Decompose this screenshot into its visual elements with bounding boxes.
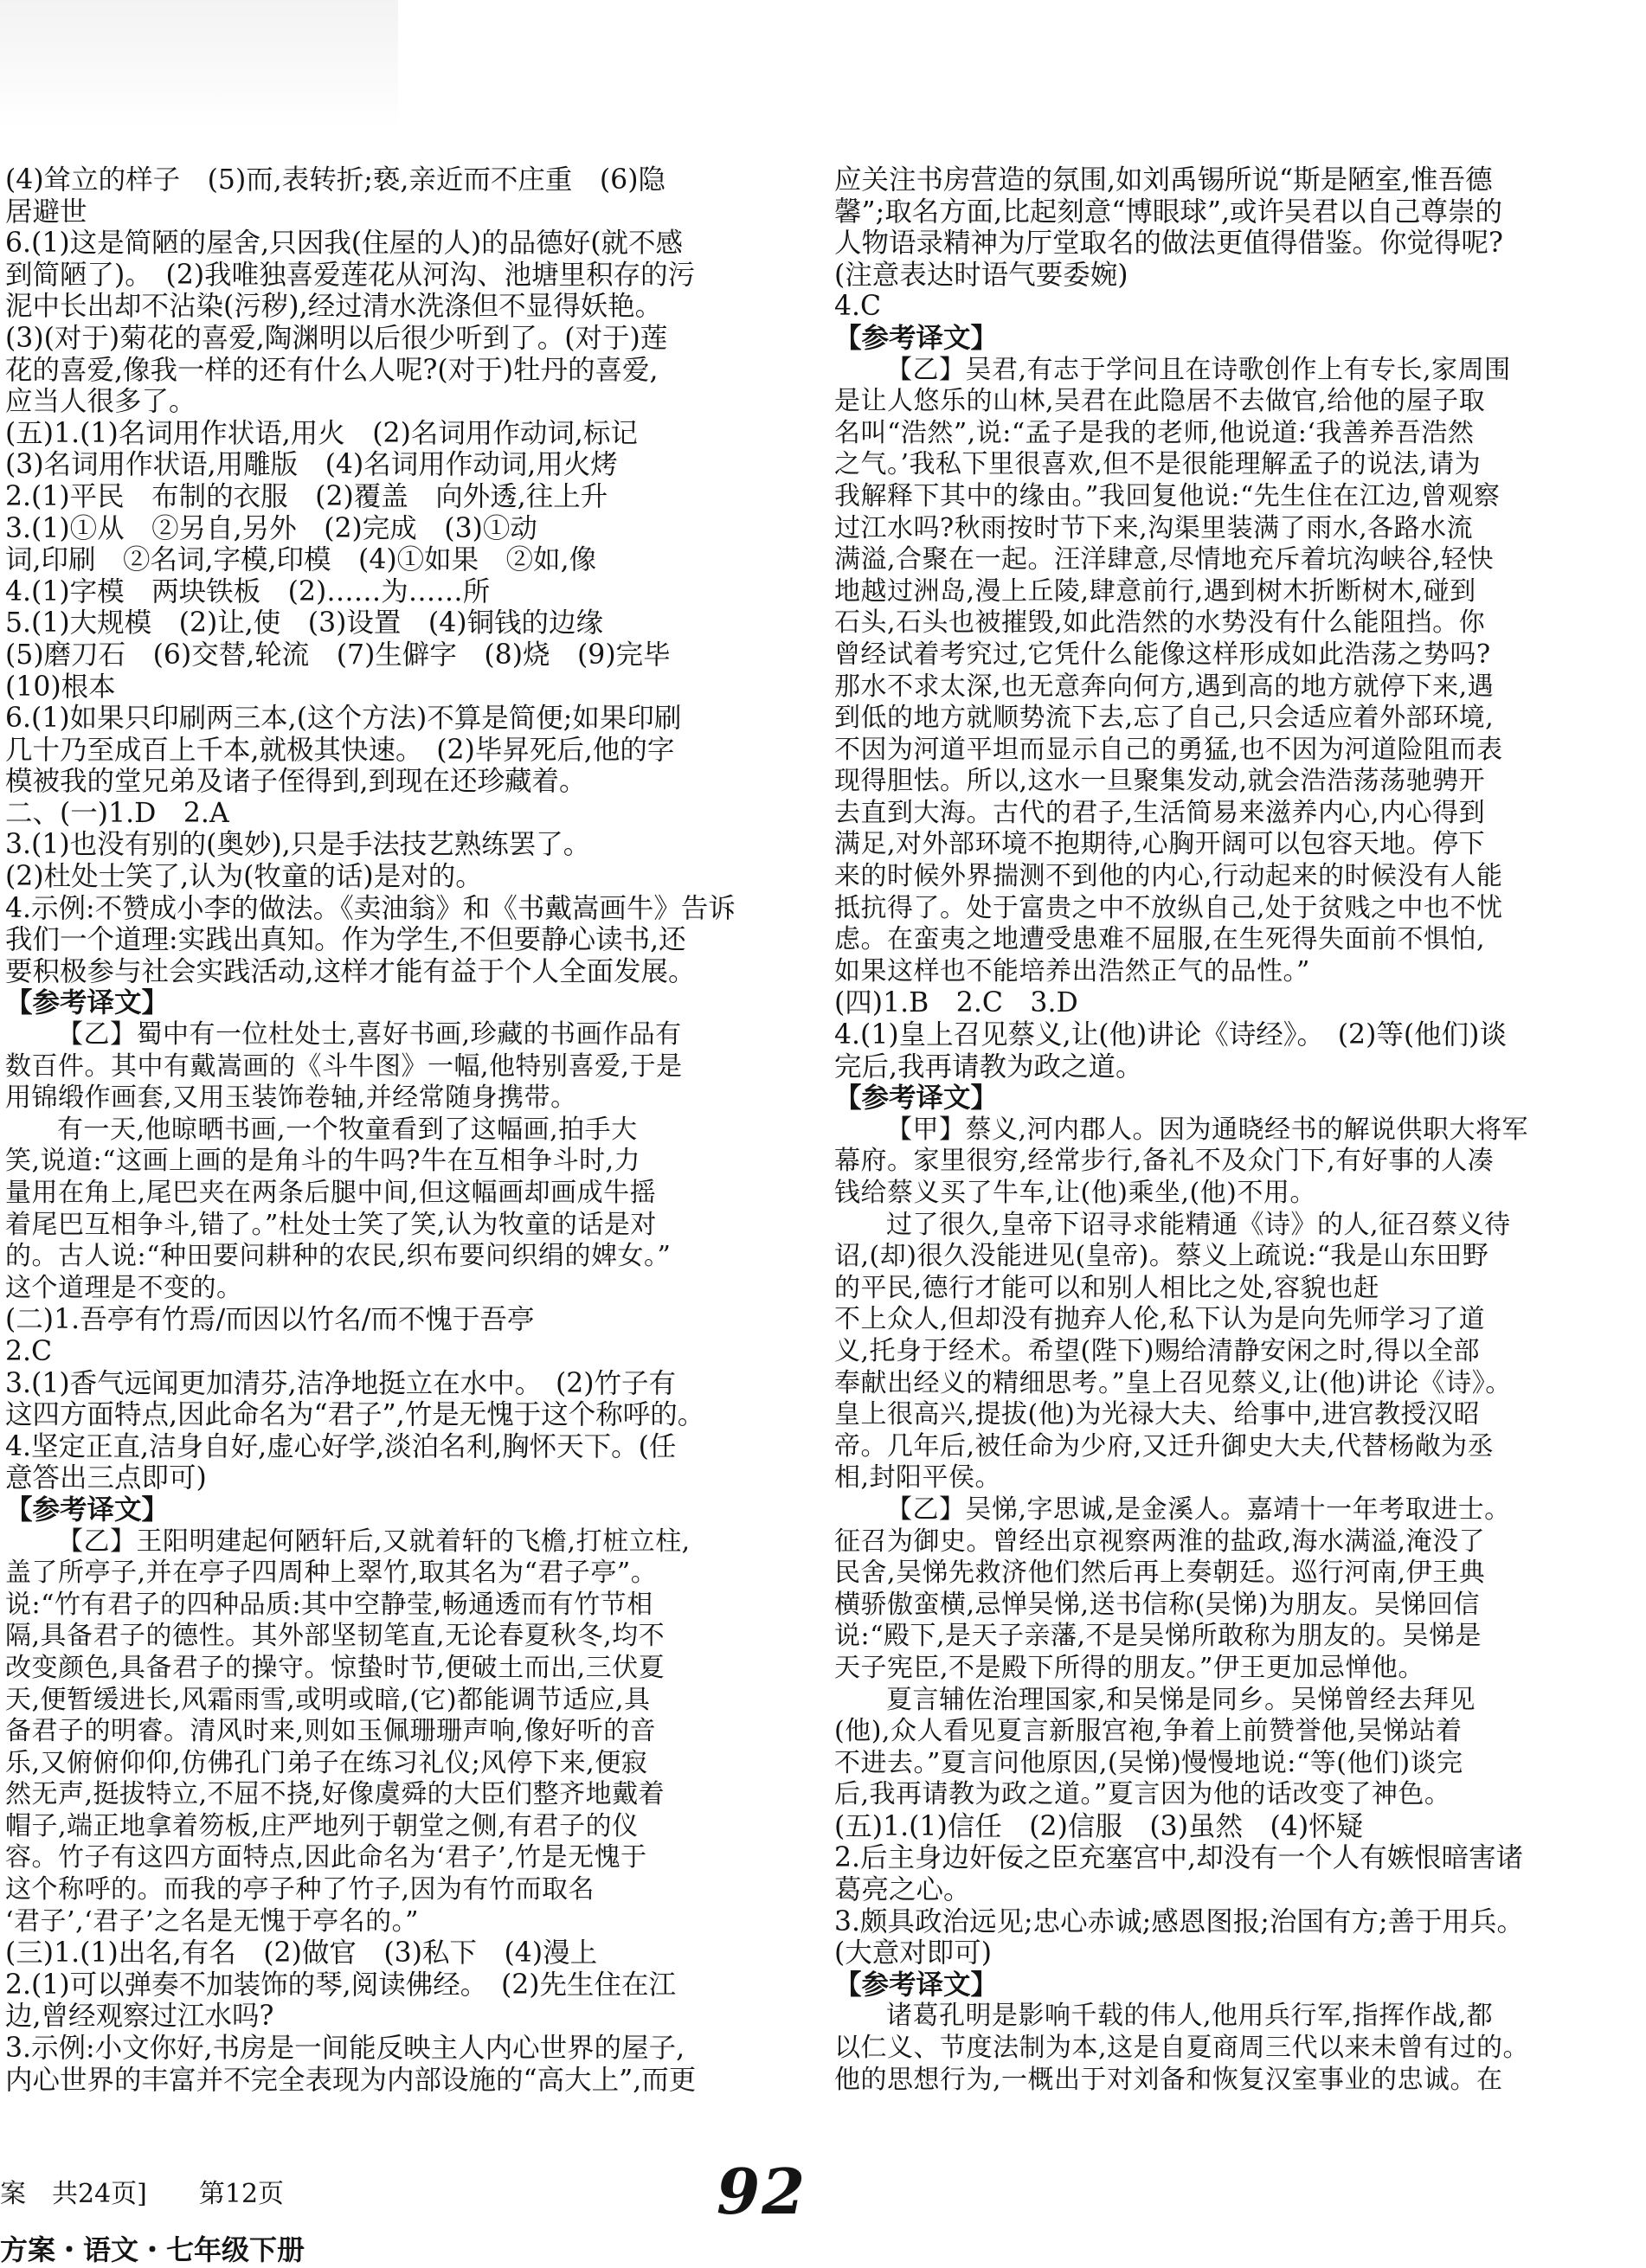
text-line: 盖了所亭子,并在亭子四周种上翠竹,取其名为“君子亭”。 — [5, 1558, 658, 1589]
text-line: 几十乃至成百上千本,就极其快速。 (2)毕昇死后,他的字 — [5, 734, 675, 766]
text-line: (三)1.(1)出名,有名 (2)做官 (3)私下 (4)漫上 — [5, 1937, 598, 1969]
text-line: 民舍,吴悌先救济他们然后再上奏朝廷。巡行河南,伊王典 — [834, 1558, 1486, 1589]
text-line: 泥中长出却不沾染(污秽),经过清水洗涤但不显得妖艳。 — [5, 291, 663, 323]
text-line: 边,曾经观察过江水吗? — [5, 2001, 274, 2033]
text-line: 数百件。其中有戴嵩画的《斗牛图》一幅,他特别喜爱,于是 — [5, 1050, 683, 1082]
text-line: 4.坚定正直,洁身自好,虚心好学,淡泊名利,胸怀天下。(任 — [5, 1430, 677, 1462]
section-heading: 【参考译文】 — [834, 1083, 999, 1115]
text-line: 过了很久,皇帝下诏寻求能精通《诗》的人,征召蔡义待 — [886, 1209, 1511, 1240]
text-line: 奉献出经义的精细思考。”皇上召见蔡义,让(他)讲论《诗》。 — [834, 1367, 1512, 1398]
text-line: 人物语录精神为厅堂取名的做法更值得借鉴。你觉得呢? — [834, 228, 1503, 260]
text-line: 的。古人说:“种田要问耕种的农民,织布要问织绢的婢女。” — [5, 1241, 672, 1272]
text-line: 名叫“浩然”,说:“孟子是我的老师,他说道:‘我善养吾浩然 — [834, 417, 1475, 448]
text-line: 词,印刷 ②名词,字模,印模 (4)①如果 ②如,像 — [5, 544, 597, 576]
text-line: 3.颇具政治远见;忠心赤诚;感恩图报;治国有方;善于用兵。 — [834, 1905, 1525, 1937]
text-line: 乐,又俯俯仰仰,仿佛孔门弟子在练习礼仪;风停下来,便寂 — [5, 1747, 648, 1778]
text-line: 征召为御史。曾经出京视察两淮的盐政,海水满溢,淹没了 — [834, 1526, 1486, 1557]
text-line: 现得胆怯。所以,这水一旦聚集发动,就会浩浩荡荡驰骋开 — [834, 766, 1486, 797]
text-line: 3.(1)也没有别的(奥妙),只是手法技艺熟练罢了。 — [5, 829, 591, 861]
section-heading: 【参考译文】 — [5, 1494, 170, 1526]
text-line: 4.示例:不赞成小李的做法。《卖油翁》和《书戴嵩画牛》告诉 — [5, 892, 736, 924]
text-line: 诏,(却)很久没能进见(皇帝)。蔡义上疏说:“我是山东田野 — [834, 1241, 1489, 1272]
footer-book-title: 方案・语文・七年级下册 — [0, 2233, 305, 2266]
text-line: 诸葛孔明是影响千载的伟人,他用兵行军,指挥作战,都 — [886, 2001, 1494, 2032]
text-line: 说:“竹有君子的四种品质:其中空静莹,畅通透而有竹节相 — [5, 1589, 653, 1620]
text-line: 完后,我再请教为政之道。 — [834, 1050, 1143, 1083]
text-line: 葛亮之心。 — [834, 1874, 971, 1906]
text-line: 我们一个道理:实践出真知。作为学生,不但要静心读书,还 — [5, 924, 686, 956]
text-line: 曾经试着考究过,它凭什么能像这样形成如此浩荡之势吗? — [834, 639, 1491, 670]
text-line: 横骄傲蛮横,忌惮吴悌,送书信称(吴悌)为朋友。吴悌回信 — [834, 1589, 1480, 1620]
text-line: 他的思想行为,一概出于对刘备和恢复汉室事业的忠诚。在 — [834, 2064, 1503, 2095]
text-line: 过江水吗?秋雨按时节下来,沟渠里装满了雨水,各路水流 — [834, 512, 1474, 543]
text-line: 虑。在蛮夷之地遭受患难不屈服,在生死得失面前不惧怕, — [834, 924, 1486, 955]
text-line: (注意表达时语气要委婉) — [834, 259, 1128, 291]
text-line: 【乙】蜀中有一位杜处士,喜好书画,珍藏的书画作品有 — [57, 1019, 682, 1050]
text-line: 相,封阳平侯。 — [834, 1462, 1002, 1494]
text-line: 隔,具备君子的德性。其外部坚韧笔直,无论春夏秋冬,均不 — [5, 1621, 665, 1652]
right-column — [834, 164, 1629, 2096]
left-column — [5, 164, 758, 2096]
text-line: ‘君子’,‘君子’之名是无愧于亭名的。” — [5, 1905, 420, 1937]
text-line: 那水不求太深,也无意奔向何方,遇到高的地方就停下来,遇 — [834, 671, 1495, 702]
section-heading: 【参考译文】 — [834, 322, 999, 354]
text-line: 模被我的堂兄弟及诸子侄得到,到现在还珍藏着。 — [5, 766, 587, 798]
text-line: 意答出三点即可) — [5, 1462, 207, 1494]
text-line: (五)1.(1)名词用作状语,用火 (2)名词用作动词,标记 — [5, 417, 638, 449]
text-line: (二)1.吾亭有竹焉/而因以竹名/而不愧于吾亭 — [5, 1304, 535, 1336]
text-line: 备君子的明睿。清风时来,则如玉佩珊珊声响,像好听的音 — [5, 1716, 657, 1747]
text-line: 天子宪臣,不是殿下所得的朋友。”伊王更加忌惮他。 — [834, 1652, 1424, 1683]
text-line: 量用在角上,尾巴夹在两条后腿中间,但这幅画却画成牛摇 — [5, 1178, 657, 1208]
text-line: 馨”;取名方面,比起刻意“博眼球”,或许吴君以自己尊崇的 — [834, 196, 1502, 228]
text-line: (大意对即可) — [834, 1937, 993, 1969]
text-line: 内心世界的丰富并不完全表现为内部设施的“高大上”,而更 — [5, 2064, 697, 2096]
text-line: 4.(1)字模 两块铁板 (2)……为……所 — [5, 575, 491, 607]
text-line: 2.(1)可以弹奏不加装饰的琴,阅读佛经。 (2)先生住在江 — [5, 1969, 677, 2001]
text-line: 用锦缎作画套,又用玉装饰卷轴,并经常随身携带。 — [5, 1083, 577, 1114]
text-line: 皇上很高兴,提拔(他)为光禄大夫、给事中,进宫教授汉昭 — [834, 1399, 1480, 1430]
text-line: 夏言辅佐治理国家,和吴悌是同乡。吴悌曾经去拜见 — [886, 1684, 1476, 1715]
text-line: 4.(1)皇上召见蔡义,让(他)讲论《诗经》。 (2)等(他们)谈 — [834, 1019, 1507, 1051]
text-line: 二、(一)1.D 2.A — [5, 797, 229, 829]
text-line: 容。竹子有这四方面特点,因此命名为‘君子’,竹是无愧于 — [5, 1842, 647, 1873]
text-line: 3.(1)香气远闻更加清芬,洁净地挺立在水中。 (2)竹子有 — [5, 1367, 677, 1399]
scan-smudge — [0, 0, 398, 130]
text-line: 【乙】吴悌,字思诚,是金溪人。嘉靖十一年考取进士。 — [886, 1494, 1511, 1525]
text-line: 到低的地方就顺势流下去,忘了自己,只会适应着外部环境, — [834, 703, 1495, 734]
page-number: 92 — [717, 2155, 807, 2228]
text-line: 3.(1)①从 ②另自,另外 (2)完成 (3)①动 — [5, 512, 537, 544]
section-heading: 【参考译文】 — [5, 987, 170, 1019]
text-line: 【甲】蔡义,河内郡人。因为通晓经书的解说供职大将军 — [886, 1114, 1529, 1145]
text-line: 钱给蔡义买了牛车,让(他)乘坐,(他)不用。 — [834, 1178, 1316, 1208]
text-line: 花的喜爱,像我一样的还有什么人呢?(对于)牡丹的喜爱, — [5, 354, 659, 386]
text-line: 2.C — [5, 1335, 53, 1367]
text-line: 3.示例:小文你好,书房是一间能反映主人内心世界的屋子, — [5, 2033, 685, 2065]
text-line: 有一天,他晾晒书画,一个牧童看到了这幅画,拍手大 — [57, 1114, 638, 1145]
text-line: 天,便暂缓进长,风霜雨雪,或明或暗,(它)都能调节适应,具 — [5, 1684, 651, 1715]
text-line: 满足,对外部环境不抱期待,心胸开阔可以包容天地。停下 — [834, 829, 1486, 860]
text-line: 然无声,挺拔特立,不屈不挠,好像虞舜的大臣们整齐地戴着 — [5, 1779, 665, 1810]
text-line: 是让人悠乐的山林,吴君在此隐居不去做官,给他的屋子取 — [834, 386, 1486, 417]
text-line: (3)(对于)菊花的喜爱,陶渊明以后很少听到了。(对于)莲 — [5, 322, 668, 354]
text-line: 应关注书房营造的氛围,如刘禹锡所说“斯是陋室,惟吾德 — [834, 164, 1493, 196]
text-line: 帝。几年后,被任命为少府,又迁升御史大夫,代替杨敞为丞 — [834, 1430, 1495, 1462]
text-line: 去直到大海。古代的君子,生活简易来滋养内心,内心得到 — [834, 797, 1486, 828]
text-line: (他),众人看见夏言新服宫袍,争着上前赞誉他,吴悌站着 — [834, 1716, 1463, 1747]
text-line: 不进去。”夏言问他原因,(吴悌)慢慢地说:“等(他们)谈完 — [834, 1747, 1463, 1778]
text-line: 要积极参与社会实践活动,这样才能有益于个人全面发展。 — [5, 955, 696, 987]
text-line: 着尾巴互相争斗,错了。”杜处士笑了笑,认为牧童的话是对 — [5, 1209, 657, 1240]
text-line: 这四方面特点,因此命名为“君子”,竹是无愧于这个称呼的。 — [5, 1399, 705, 1431]
text-line: 改变颜色,具备君子的操守。惊蛰时节,便破土而出,三伏夏 — [5, 1652, 665, 1683]
text-line: 到简陋了)。 (2)我唯独喜爱莲花从河沟、池塘里积存的污 — [5, 259, 696, 291]
text-line: (3)名词用作状语,用雕版 (4)名词用作动词,用火烤 — [5, 449, 618, 481]
text-line: 如果这样也不能培养出浩然正气的品性。” — [834, 955, 1310, 986]
text-line: 之气。’我私下里很喜欢,但不是很能理解孟子的说法,请为 — [834, 449, 1482, 480]
text-line: 以仁义、节度法制为本,这是自夏商周三代以来未曾有过的。 — [834, 2033, 1530, 2064]
text-line: 满溢,合聚在一起。汪洋肆意,尽情地充斥着坑沟峡谷,轻快 — [834, 544, 1495, 575]
text-line: 4.C — [834, 291, 882, 323]
text-line: 说:“殿下,是天子亲藩,不是吴悌所敢称为朋友的。吴悌是 — [834, 1621, 1482, 1652]
section-heading: 【参考译文】 — [834, 1969, 999, 2001]
text-line: 抵抗得了。处于富贵之中不放纵自己,处于贫贱之中也不忧 — [834, 892, 1503, 923]
text-line: (五)1.(1)信任 (2)信服 (3)虽然 (4)怀疑 — [834, 1810, 1364, 1842]
text-line: 6.(1)如果只印刷两三本,(这个方法)不算是简便;如果印刷 — [5, 703, 682, 735]
text-line: (2)杜处士笑了,认为(牧童的话)是对的。 — [5, 861, 483, 893]
text-line: 笑,说道:“这画上画的是角斗的牛吗?牛在互相争斗时,力 — [5, 1146, 641, 1177]
text-line: 5.(1)大规模 (2)让,使 (3)设置 (4)铜钱的边缘 — [5, 607, 604, 639]
footer-page-info: 案 共24页] 第12页 — [0, 2179, 285, 2209]
text-line: 地越过洲岛,漫上丘陵,肆意前行,遇到树木折断树木,碰到 — [834, 575, 1476, 607]
text-line: 的平民,德行才能可以和别人相比之处,容貌也赶 — [834, 1272, 1380, 1303]
text-line: 帽子,端正地拿着笏板,庄严地列于朝堂之侧,有君子的仪 — [5, 1810, 639, 1841]
text-line: 幕府。家里很穷,经常步行,备礼不及众门下,有好事的人凑 — [834, 1146, 1495, 1177]
text-line: (4)耸立的样子 (5)而,表转折;亵,亲近而不庄重 (6)隐 — [5, 164, 666, 196]
text-line: 不因为河道平坦而显示自己的勇猛,也不因为河道险阻而表 — [834, 734, 1503, 765]
text-line: 【乙】吴君,有志于学问且在诗歌创作上有专长,家周围 — [886, 354, 1511, 385]
text-line: (5)磨刀石 (6)交替,轮流 (7)生僻字 (8)烧 (9)完毕 — [5, 639, 671, 671]
text-line: 义,托身于经术。希望(陛下)赐给清静安闲之时,得以全部 — [834, 1335, 1480, 1366]
text-line: 这个称呼的。而我的亭子种了竹子,因为有竹而取名 — [5, 1874, 595, 1905]
text-line: 2.后主身边奸佞之臣充塞宫中,却没有一个人有嫉恨暗害诸 — [834, 1842, 1524, 1874]
text-line: 6.(1)这是简陋的屋舍,只因我(住屋的人)的品德好(就不感 — [5, 228, 684, 260]
text-line: (10)根本 — [5, 671, 116, 703]
text-line: 石头,石头也被摧毁,如此浩然的水势没有什么能阻挡。你 — [834, 607, 1486, 639]
text-line: 【乙】王阳明建起何陋轩后,又就着轩的飞檐,打桩立柱, — [57, 1526, 691, 1557]
text-line: 我解释下其中的缘由。”我回复他说:“先生住在江边,曾观察 — [834, 480, 1501, 511]
text-line: 居避世 — [5, 196, 87, 228]
text-line: 不上众人,但却没有抛弃人伦,私下认为是向先师学习了道 — [834, 1304, 1486, 1335]
text-line: 应当人很多了。 — [5, 386, 196, 418]
text-line: 来的时候外界揣测不到他的内心,行动起来的时候没有人能 — [834, 861, 1503, 892]
text-line: (四)1.B 2.C 3.D — [834, 987, 1078, 1019]
text-line: 后,我再请教为政之道。”夏言因为他的话改变了神色。 — [834, 1779, 1451, 1810]
text-line: 2.(1)平民 布制的衣服 (2)覆盖 向外透,往上升 — [5, 480, 608, 512]
text-line: 这个道理是不变的。 — [5, 1272, 243, 1303]
